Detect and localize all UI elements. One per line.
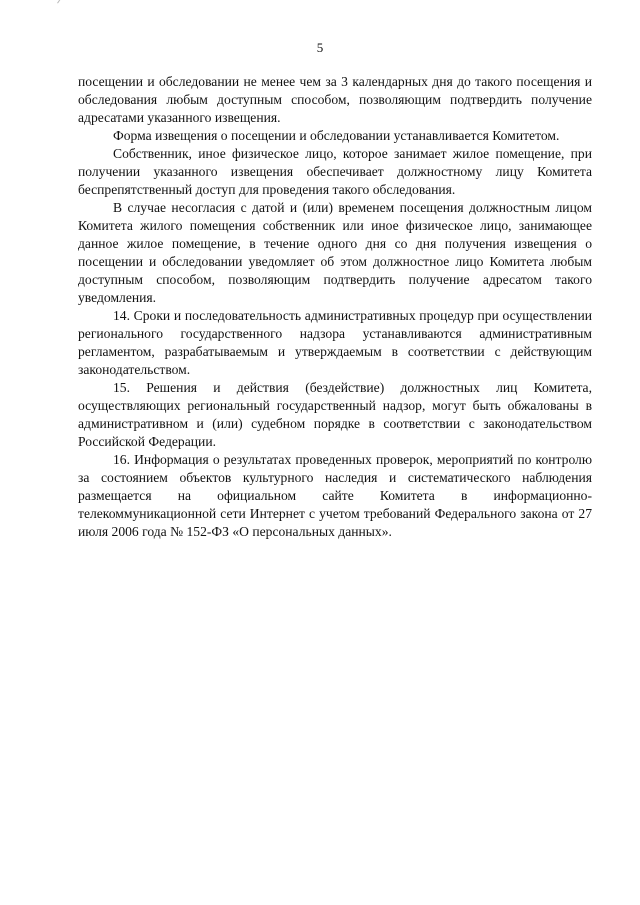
page-number: 5 [316, 40, 324, 55]
paragraph-notice-form: Форма извещения о посещении и обследовании устанавливается Комитетом. [113, 128, 560, 143]
paragraph-16-information: 16. Информация о результатах проведенных проверок, мероприятий по контролю за состоянием объектов культурного наследия и систематического наблюдения размещается на официальном сайте Комитета в информационно-телекоммуникационной сети Интернет с учетом требований Федерального закона от 27 июля 2006 года № 152-ФЗ «О персональных данных». [78, 452, 592, 539]
paragraph-14-procedures: 14. Сроки и последовательность административных процедур при осуществлении регионального государственного надзора устанавливаются административным регламентом, разрабатываемым и утверждаемым в соответствии с действующим законодательством. [78, 308, 592, 377]
paragraph-owner-access: Собственник, иное физическое лицо, которое занимает жилое помещение, при получении указанного извещения обеспечивает должностному лицу Комитета беспрепятственный доступ для проведения такого обследования. [78, 146, 592, 197]
document-body [78, 73, 592, 541]
paragraph-15-appeals: 15. Решения и действия (бездействие) должностных лиц Комитета, осуществляющих региональный государственный надзор, могут быть обжалованы в административном и (или) судебном порядке в соответствии с законодательством Российской Федерации. [78, 380, 592, 449]
paragraph-continuation: посещении и обследовании не менее чем за 3 календарных дня до такого посещения и обследования любым доступным способом, позволяющим подтвердить получение адресатами указанного извещения. [78, 74, 592, 125]
paragraph-disagreement: В случае несогласия с датой и (или) временем посещения должностным лицом Комитета жилого помещения собственник или иное физическое лицо, занимающее данное жилое помещение, в течение одного дня со дня получения извещения о посещении и обследовании уведомляет об этом должностное лицо Комитета любым доступным способом, позволяющим подтвердить получение адресатом такого уведомления. [78, 200, 592, 305]
scan-artifact [57, 0, 68, 8]
